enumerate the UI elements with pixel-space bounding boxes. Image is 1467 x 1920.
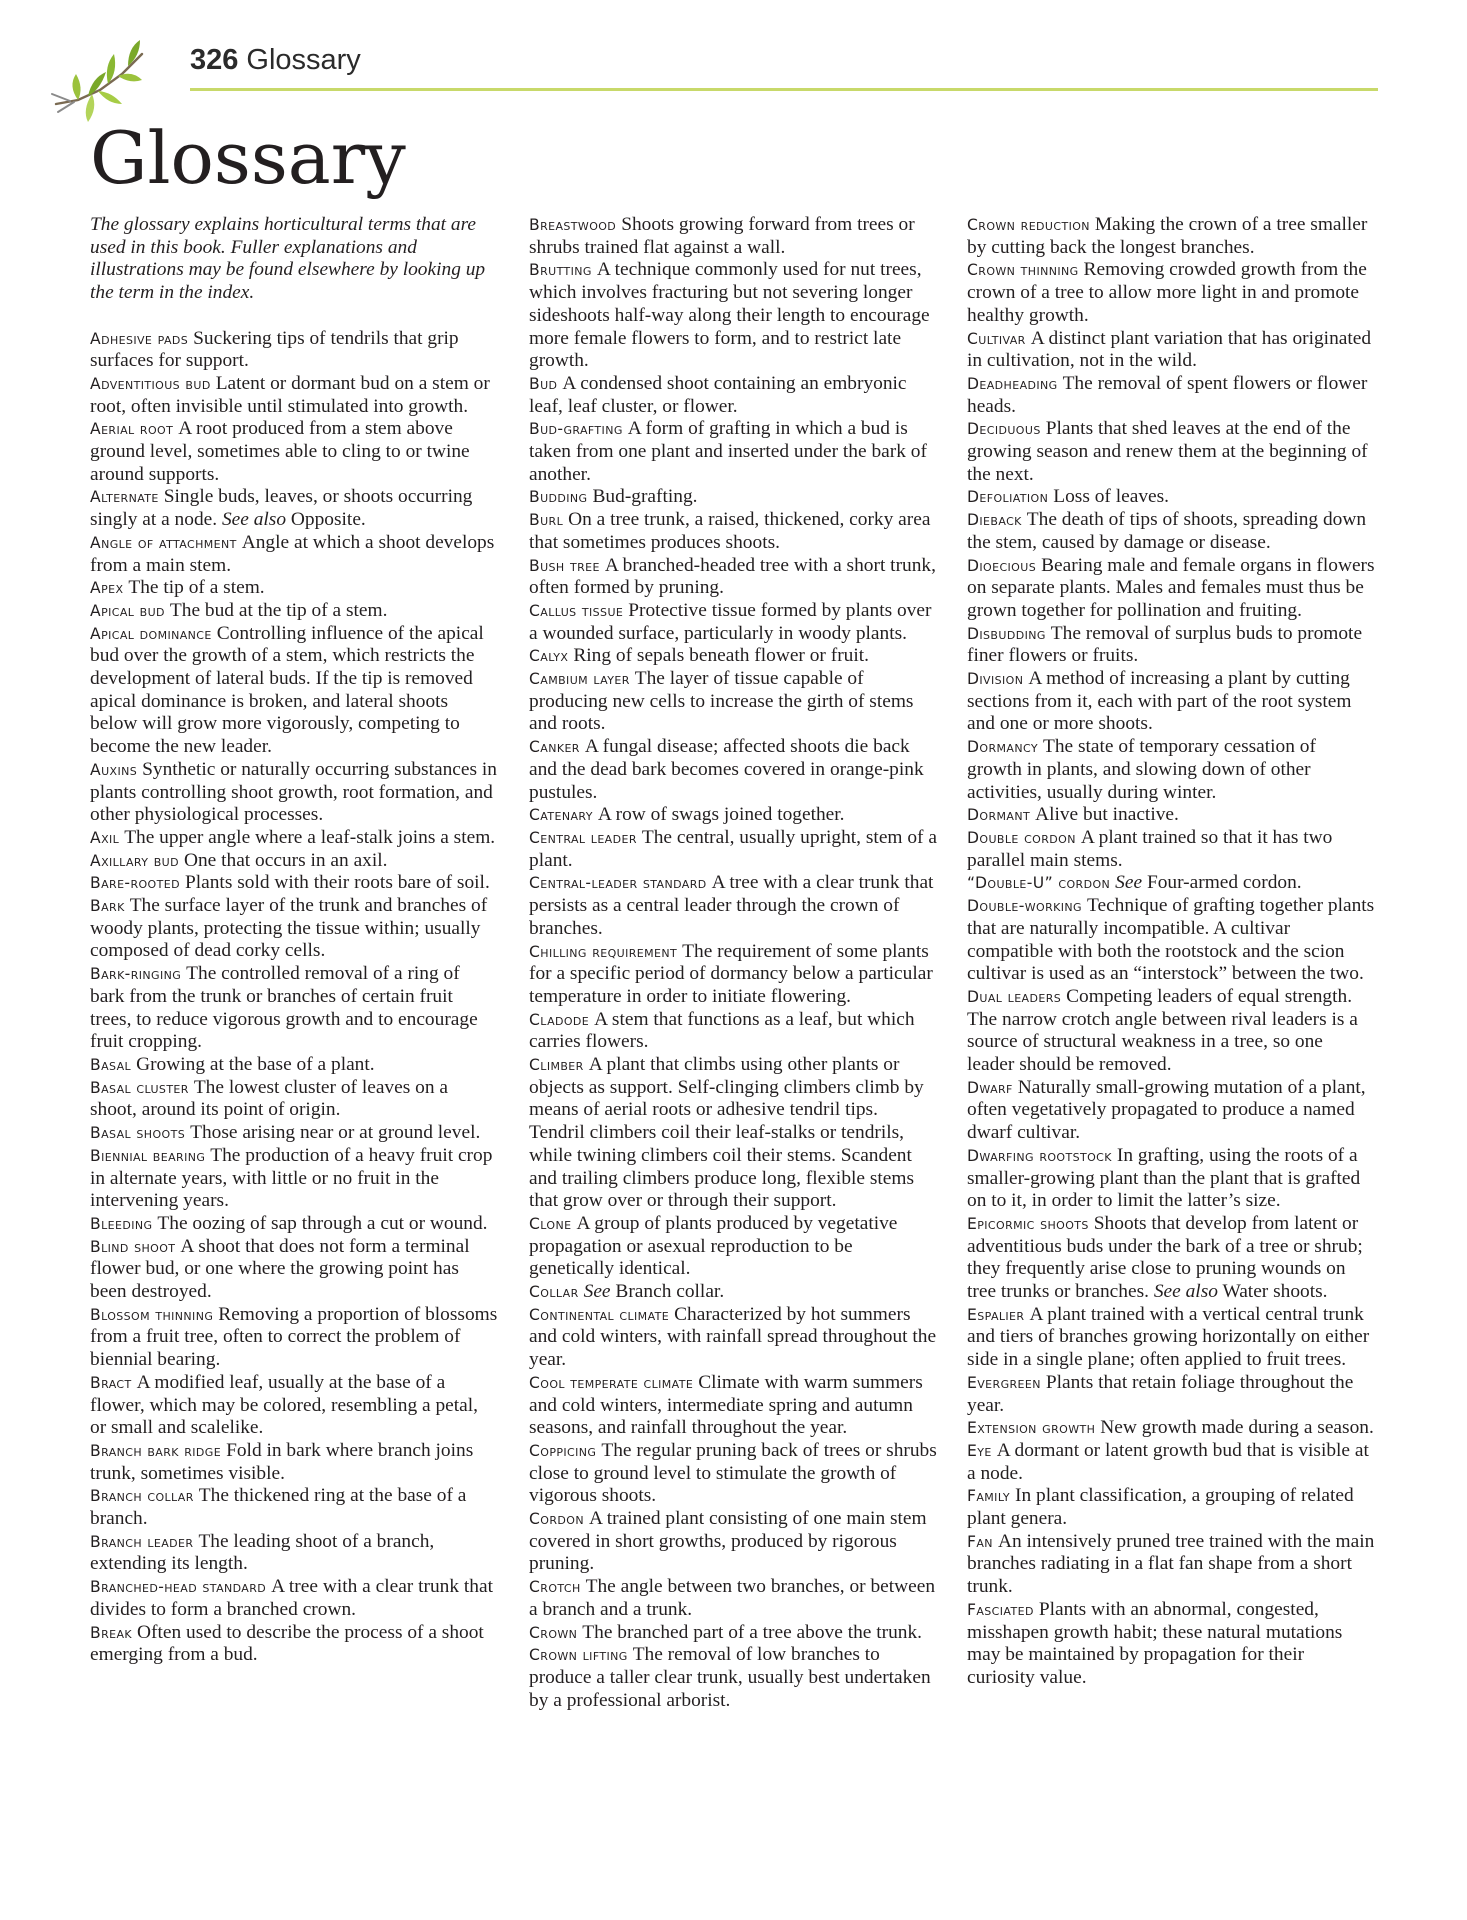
glossary-entry bbox=[90, 1236, 498, 1304]
glossary-entry bbox=[529, 1213, 937, 1281]
glossary-definition: A form of grafting in which a bud is taken from one plant and inserted under the bark of another. bbox=[529, 418, 927, 485]
glossary-entry bbox=[967, 555, 1375, 623]
glossary-entry bbox=[90, 850, 498, 873]
glossary-entry bbox=[529, 1644, 937, 1712]
glossary-definition: Removing crowded growth from the crown of a tree to allow more light in and promote healthy growth. bbox=[967, 259, 1367, 326]
glossary-entry bbox=[529, 941, 937, 1009]
glossary-term: Extension growth bbox=[967, 1419, 1096, 1438]
glossary-definition: The central, usually upright, stem of a plant. bbox=[529, 826, 937, 871]
glossary-entry bbox=[967, 827, 1375, 872]
glossary-definition: A technique commonly used for nut trees, which involves fracturing but not severing longer sideshoots half-way along their length to encourage more female flowers to form, and to restrict late growth. bbox=[529, 259, 930, 372]
glossary-term: Cordon bbox=[529, 1510, 584, 1529]
glossary-term: Dieback bbox=[967, 511, 1022, 530]
glossary-term: Crown lifting bbox=[529, 1646, 628, 1665]
glossary-definition: The requirement of some plants for a specific period of dormancy below a particular temperature in order to initiate flowering. bbox=[529, 940, 933, 1007]
glossary-entry bbox=[529, 1304, 937, 1372]
glossary-definition: The branched part of a tree above the trunk. bbox=[582, 1621, 923, 1643]
glossary-definition: A plant that climbs using other plants or objects as support. Self-clinging climbers climb by means of aerial roots or adhesive tendril tips. Tendril climbers coil their leaf-stalks or tendrils, while twining climbers coil their stems. Scandent and trailing climbers produce long, flexible stems that grow over or through their support. bbox=[529, 1054, 924, 1212]
glossary-entry bbox=[967, 1077, 1375, 1145]
glossary-term: Family bbox=[967, 1487, 1011, 1506]
glossary-term: Bark-ringing bbox=[90, 965, 182, 984]
glossary-entry bbox=[90, 1622, 498, 1667]
glossary-entry bbox=[967, 1372, 1375, 1417]
glossary-definition: A root produced from a stem above ground level, sometimes able to cling to or twine around supports. bbox=[90, 418, 470, 485]
glossary-definition: Protective tissue formed by plants over a wounded surface, particularly in woody plants. bbox=[529, 599, 932, 644]
glossary-definition: The leading shoot of a branch, extending its length. bbox=[90, 1530, 435, 1575]
glossary-definition: Latent or dormant bud on a stem or root, often invisible until stimulated into growth. bbox=[90, 372, 490, 417]
glossary-definition: Single buds, leaves, or shoots occurring singly at a node. bbox=[90, 486, 473, 531]
glossary-definition: An intensively pruned tree trained with the main branches radiating in a flat fan shape from a short trunk. bbox=[967, 1530, 1375, 1598]
glossary-definition: Loss of leaves. bbox=[1053, 486, 1170, 508]
glossary-definition: The layer of tissue capable of producing new cells to increase the girth of stems and roots. bbox=[529, 668, 914, 735]
glossary-definition: The production of a heavy fruit crop in alternate years, with little or no fruit in the intervening years. bbox=[90, 1144, 493, 1212]
glossary-term: Bract bbox=[90, 1373, 132, 1392]
glossary-definition: Shoots that develop from latent or adventitious buds under the bark of a tree or shrub; they frequently arise close to pruning wounds on tree trunks or branches. bbox=[967, 1212, 1363, 1303]
glossary-definition: A stem that functions as a leaf, but which carries flowers. bbox=[529, 1008, 915, 1053]
glossary-term: Blossom thinning bbox=[90, 1305, 214, 1324]
glossary-entry bbox=[90, 1304, 498, 1372]
glossary-entry bbox=[90, 1054, 498, 1077]
glossary-entry bbox=[967, 623, 1375, 668]
cross-reference-label: See also bbox=[221, 509, 287, 531]
glossary-term: Fan bbox=[967, 1532, 993, 1551]
glossary-entry bbox=[90, 577, 498, 600]
glossary-definition: The removal of spent flowers or flower heads. bbox=[967, 372, 1368, 417]
glossary-entry bbox=[90, 759, 498, 827]
glossary-entry bbox=[90, 1122, 498, 1145]
glossary-definition: The bud at the tip of a stem. bbox=[169, 599, 388, 621]
glossary-term: Brutting bbox=[529, 261, 592, 280]
glossary-term: Dormant bbox=[967, 806, 1031, 825]
glossary-entry bbox=[967, 1213, 1375, 1304]
glossary-column-3 bbox=[967, 214, 1375, 1690]
glossary-term: Aerial root bbox=[90, 420, 174, 439]
glossary-entry bbox=[967, 986, 1375, 1077]
glossary-entry bbox=[90, 418, 498, 486]
glossary-entry bbox=[90, 486, 498, 531]
cross-reference-label: See bbox=[583, 1281, 611, 1303]
glossary-term: Calyx bbox=[529, 647, 569, 666]
glossary-definition: The removal of low branches to produce a taller clear trunk, usually best undertaken by a professional arborist. bbox=[529, 1644, 931, 1711]
glossary-term: Chilling requirement bbox=[529, 942, 678, 961]
glossary-definition: Ring of sepals beneath flower or fruit. bbox=[573, 645, 869, 667]
glossary-definition: Plants with an abnormal, congested, misshapen growth habit; these natural mutations may be maintained by propagation for their curiosity value. bbox=[967, 1598, 1343, 1688]
glossary-definition: Bearing male and female organs in flowers on separate plants. Males and females must thus be grown together for pollination and fruiting. bbox=[967, 554, 1375, 621]
glossary-definition: The state of temporary cessation of growth in plants, and slowing down of other activities, usually during winter. bbox=[967, 736, 1316, 803]
glossary-term: Apical dominance bbox=[90, 624, 212, 643]
glossary-term: Double-working bbox=[967, 897, 1082, 916]
glossary-entry bbox=[967, 1531, 1375, 1599]
glossary-entry bbox=[90, 895, 498, 963]
glossary-entry bbox=[90, 373, 498, 418]
glossary-term: “Double-U” cordon bbox=[967, 874, 1111, 893]
cross-reference-term: Branch collar. bbox=[615, 1281, 725, 1303]
glossary-entry bbox=[90, 1077, 498, 1122]
glossary-entry bbox=[90, 1213, 498, 1236]
glossary-entry bbox=[967, 1485, 1375, 1530]
glossary-term: Basal cluster bbox=[90, 1078, 189, 1097]
glossary-definition: Technique of grafting together plants that are naturally incompatible. A cultivar compatible with both the rootstock and the scion cultivar is used as an “interstock” between the two. bbox=[967, 895, 1375, 985]
glossary-entry bbox=[967, 804, 1375, 827]
cross-reference-label: See also bbox=[1153, 1281, 1218, 1303]
glossary-entry bbox=[529, 645, 937, 668]
glossary-term: Epicormic shoots bbox=[967, 1214, 1089, 1233]
glossary-term: Dual leaders bbox=[967, 987, 1062, 1006]
glossary-entry bbox=[90, 1440, 498, 1485]
glossary-definition: Plants that retain foliage throughout the year. bbox=[967, 1371, 1354, 1416]
glossary-entry bbox=[90, 600, 498, 623]
glossary-term: Budding bbox=[529, 488, 588, 507]
glossary-entry bbox=[529, 418, 937, 486]
glossary-definition: A method of increasing a plant by cutting sections from it, each with part of the root system and one or more shoots. bbox=[967, 668, 1352, 735]
glossary-definition: The lowest cluster of leaves on a shoot, around its point of origin. bbox=[90, 1076, 448, 1121]
glossary-definition: The thickened ring at the base of a branch. bbox=[90, 1485, 467, 1530]
glossary-term: Dormancy bbox=[967, 738, 1038, 757]
glossary-definition: The angle between two branches, or between a branch and a trunk. bbox=[529, 1576, 936, 1620]
glossary-term: Central leader bbox=[529, 828, 637, 847]
glossary-term: Blind shoot bbox=[90, 1237, 176, 1256]
glossary-definition: A modified leaf, usually at the base of a flower, which may be colored, resembling a petal, or small and scalelike. bbox=[90, 1371, 478, 1439]
glossary-entry bbox=[90, 1531, 498, 1576]
glossary-definition: Removing a proportion of blossoms from a fruit tree, often to correct the problem of biennial bearing. bbox=[90, 1303, 498, 1371]
glossary-term: Branched-head standard bbox=[90, 1578, 267, 1597]
glossary-term: Dioecious bbox=[967, 556, 1037, 575]
glossary-definition: The surface layer of the trunk and branches of woody plants, protecting the tissue within; usually composed of dead corky cells. bbox=[90, 895, 488, 962]
glossary-term: Axillary bud bbox=[90, 851, 179, 870]
glossary-term: Branch collar bbox=[90, 1487, 194, 1506]
glossary-term: Bark bbox=[90, 897, 125, 916]
glossary-entry bbox=[967, 418, 1375, 486]
cross-reference-term: Four-armed cordon. bbox=[1146, 872, 1302, 894]
glossary-entry bbox=[529, 1009, 937, 1054]
glossary-definition: In plant classification, a grouping of related plant genera. bbox=[967, 1485, 1354, 1530]
leafy-branch-icon bbox=[48, 34, 148, 124]
glossary-term: Clone bbox=[529, 1214, 572, 1233]
cross-reference-term: Opposite. bbox=[290, 509, 366, 531]
glossary-entry bbox=[90, 623, 498, 759]
glossary-entry bbox=[967, 1440, 1375, 1485]
glossary-definition: A condensed shoot containing an embryonic leaf, leaf cluster, or flower. bbox=[529, 372, 907, 417]
glossary-term: Eye bbox=[967, 1441, 992, 1460]
glossary-term: Bud-grafting bbox=[529, 420, 623, 439]
glossary-definition: New growth made during a season. bbox=[1100, 1417, 1374, 1439]
glossary-term: Adhesive pads bbox=[90, 329, 189, 348]
cross-reference-label: See bbox=[1115, 872, 1143, 894]
glossary-entry bbox=[529, 1576, 937, 1621]
glossary-definition: Synthetic or naturally occurring substances in plants controlling shoot growth, root formation, and other physiological processes. bbox=[90, 758, 497, 826]
glossary-definition: Fold in bark where branch joins trunk, sometimes visible. bbox=[90, 1439, 474, 1484]
glossary-entry bbox=[529, 1372, 937, 1440]
glossary-definition: Making the crown of a tree smaller by cutting back the longest branches. bbox=[967, 214, 1368, 258]
glossary-entry bbox=[529, 600, 937, 645]
glossary-entry bbox=[967, 668, 1375, 736]
glossary-column-2 bbox=[529, 214, 937, 1712]
glossary-entry bbox=[529, 259, 937, 373]
glossary-entry bbox=[967, 259, 1375, 327]
glossary-term: Coppicing bbox=[529, 1441, 597, 1460]
glossary-entry bbox=[967, 486, 1375, 509]
glossary-entry bbox=[967, 328, 1375, 373]
glossary-entry bbox=[90, 1485, 498, 1530]
glossary-entry bbox=[967, 373, 1375, 418]
glossary-definition: Climate with warm summers and cold winters, intermediate spring and autumn seasons, and rainfall throughout the year. bbox=[529, 1371, 923, 1439]
glossary-term: Cultivar bbox=[967, 329, 1026, 348]
glossary-definition: Those arising near or at ground level. bbox=[190, 1122, 481, 1144]
glossary-definition: Naturally small-growing mutation of a plant, often vegetatively propagated to produce a named dwarf cultivar. bbox=[967, 1076, 1366, 1144]
glossary-entry bbox=[529, 486, 937, 509]
glossary-entry bbox=[529, 827, 937, 872]
glossary-term: Central-leader standard bbox=[529, 874, 707, 893]
glossary-entry bbox=[967, 1304, 1375, 1372]
glossary-term: Auxins bbox=[90, 760, 138, 779]
header-rule bbox=[190, 88, 1378, 91]
glossary-term: Branch leader bbox=[90, 1532, 194, 1551]
glossary-term: Disbudding bbox=[967, 624, 1046, 643]
glossary-entry bbox=[90, 1372, 498, 1440]
glossary-entry bbox=[529, 509, 937, 554]
glossary-term: Breastwood bbox=[529, 216, 617, 234]
glossary-definition: A shoot that does not form a terminal flower bud, or one where the growing point has been destroyed. bbox=[90, 1235, 470, 1303]
glossary-definition: Growing at the base of a plant. bbox=[136, 1054, 375, 1075]
glossary-term: Callus tissue bbox=[529, 601, 624, 620]
glossary-term: Bleeding bbox=[90, 1214, 153, 1233]
glossary-entry bbox=[529, 1440, 937, 1508]
glossary-term: Dwarfing rootstock bbox=[967, 1146, 1112, 1165]
glossary-definition: On a tree trunk, a raised, thickened, corky area that sometimes produces shoots. bbox=[529, 509, 931, 553]
glossary-term: Deadheading bbox=[967, 374, 1058, 393]
glossary-term: Alternate bbox=[90, 488, 159, 507]
glossary-definition: Angle at which a shoot develops from a main stem. bbox=[90, 531, 495, 576]
glossary-definition: A fungal disease; affected shoots die back and the dead bark becomes covered in orange-pink pustules. bbox=[529, 736, 924, 803]
glossary-definition: The death of tips of shoots, spreading down the stem, caused by damage or disease. bbox=[967, 509, 1367, 553]
glossary-definition: The removal of surplus buds to promote finer flowers or fruits. bbox=[967, 622, 1363, 667]
glossary-definition: A plant trained with a vertical central trunk and tiers of branches growing horizontally on either side in a single plane; often applied to fruit trees. bbox=[967, 1303, 1370, 1371]
glossary-entry bbox=[90, 827, 498, 850]
glossary-term: Dwarf bbox=[967, 1078, 1013, 1097]
glossary-definition: Characterized by hot summers and cold winters, with rainfall spread throughout the year. bbox=[529, 1303, 937, 1371]
glossary-term: Espalier bbox=[967, 1305, 1025, 1324]
glossary-entry bbox=[90, 532, 498, 577]
glossary-entry bbox=[529, 1622, 937, 1645]
glossary-term: Angle of attachment bbox=[90, 533, 237, 552]
glossary-entry bbox=[529, 1508, 937, 1576]
glossary-term: Evergreen bbox=[967, 1373, 1041, 1392]
glossary-definition: Bud-grafting. bbox=[592, 486, 698, 508]
glossary-definition: Plants sold with their roots bare of soil. bbox=[184, 872, 490, 894]
glossary-entry bbox=[967, 214, 1375, 259]
page-title: Glossary bbox=[90, 116, 406, 200]
glossary-term: Collar bbox=[529, 1283, 579, 1302]
glossary-definition: In grafting, using the roots of a smaller-growing plant than the plant that is grafted on to it, in order to limit the latter’s size. bbox=[967, 1144, 1361, 1212]
glossary-term: Apex bbox=[90, 579, 124, 598]
glossary-definition: Competing leaders of equal strength. The narrow crotch angle between rival leaders is a source of structural weakness in a tree, so one leader should be removed. bbox=[967, 985, 1358, 1076]
glossary-term: Defoliation bbox=[967, 488, 1049, 507]
glossary-definition: Alive but inactive. bbox=[1035, 804, 1179, 826]
glossary-term: Crotch bbox=[529, 1578, 581, 1597]
glossary-definition: A row of swags joined together. bbox=[597, 804, 845, 826]
glossary-definition: Suckering tips of tendrils that grip surfaces for support. bbox=[90, 327, 459, 372]
glossary-term: Continental climate bbox=[529, 1305, 670, 1324]
glossary-definition: A group of plants produced by vegetative propagation or asexual reproduction to be genetically identical. bbox=[529, 1212, 898, 1280]
intro-text: The glossary explains horticultural terms that are used in this book. Fuller explanations and illustrations may be found elsewhere by looking up the term in the index. bbox=[90, 214, 486, 304]
glossary-entry bbox=[529, 1281, 937, 1304]
glossary-entry bbox=[967, 872, 1375, 895]
glossary-term: Crown reduction bbox=[967, 216, 1090, 234]
glossary-entry bbox=[529, 1054, 937, 1213]
glossary-term: Double cordon bbox=[967, 828, 1076, 847]
glossary-definition: Often used to describe the process of a shoot emerging from a bud. bbox=[90, 1621, 484, 1666]
glossary-term: Cool temperate climate bbox=[529, 1373, 694, 1392]
glossary-entry bbox=[90, 963, 498, 1054]
glossary-term: Deciduous bbox=[967, 420, 1041, 439]
glossary-term: Bush tree bbox=[529, 556, 600, 575]
section-name: Glossary bbox=[246, 44, 361, 76]
glossary-term: Break bbox=[90, 1623, 133, 1642]
glossary-entry bbox=[90, 1576, 498, 1621]
glossary-entry bbox=[967, 509, 1375, 554]
glossary-entry bbox=[529, 214, 937, 259]
glossary-term: Axil bbox=[90, 828, 120, 847]
glossary-term: Branch bark ridge bbox=[90, 1441, 222, 1460]
glossary-term: Cladode bbox=[529, 1010, 590, 1029]
cross-reference-term: Water shoots. bbox=[1222, 1281, 1328, 1303]
glossary-definition: A plant trained so that it has two parallel main stems. bbox=[967, 826, 1333, 871]
glossary-entry bbox=[529, 872, 937, 940]
glossary-entry bbox=[967, 1599, 1375, 1690]
glossary-term: Burl bbox=[529, 511, 564, 530]
glossary-entry bbox=[967, 1145, 1375, 1213]
glossary-definition: The oozing of sap through a cut or wound. bbox=[157, 1212, 488, 1234]
glossary-entry bbox=[529, 736, 937, 804]
glossary-entry bbox=[529, 373, 937, 418]
glossary-definition: One that occurs in an axil. bbox=[183, 849, 388, 871]
glossary-definition: Shoots growing forward from trees or shrubs trained flat against a wall. bbox=[529, 214, 915, 258]
glossary-entry bbox=[529, 804, 937, 827]
glossary-definition: The regular pruning back of trees or shrubs close to ground level to stimulate the growth of vigorous shoots. bbox=[529, 1439, 937, 1507]
page-number: 326 bbox=[190, 44, 239, 76]
glossary-term: Bare-rooted bbox=[90, 874, 180, 893]
glossary-term: Biennial bearing bbox=[90, 1146, 206, 1165]
glossary-term: Bud bbox=[529, 374, 558, 393]
glossary-definition: Controlling influence of the apical bud over the growth of a stem, which restricts the development of lateral buds. If the tip is removed apical dominance is broken, and lateral shoots below will grow more vigorously, competing to become the new leader. bbox=[90, 622, 484, 758]
glossary-term: Adventitious bud bbox=[90, 374, 211, 393]
glossary-definition: A tree with a clear trunk that persists as a central leader through the crown of branches. bbox=[529, 872, 934, 939]
glossary-term: Basal shoots bbox=[90, 1124, 186, 1143]
glossary-definition: A dormant or latent growth bud that is visible at a node. bbox=[967, 1439, 1369, 1484]
glossary-term: Basal bbox=[90, 1056, 132, 1074]
glossary-definition: A trained plant consisting of one main stem covered in short growths, produced by rigorous pruning. bbox=[529, 1508, 927, 1575]
glossary-term: Canker bbox=[529, 738, 580, 757]
running-head bbox=[190, 44, 361, 77]
glossary-definition: The upper angle where a leaf-stalk joins a stem. bbox=[124, 826, 496, 848]
glossary-entry bbox=[967, 895, 1375, 986]
glossary-term: Crown thinning bbox=[967, 261, 1079, 280]
glossary-column-1 bbox=[90, 214, 498, 1667]
glossary-entry bbox=[529, 668, 937, 736]
glossary-definition: Plants that shed leaves at the end of the growing season and renew them at the beginning of the next. bbox=[967, 418, 1368, 485]
glossary-term: Catenary bbox=[529, 806, 593, 825]
glossary-definition: The controlled removal of a ring of bark from the trunk or branches of certain fruit trees, to reduce vigorous growth and to encourage fruit cropping. bbox=[90, 963, 478, 1053]
glossary-term: Division bbox=[967, 670, 1024, 689]
glossary-definition: A branched-headed tree with a short trunk, often formed by pruning. bbox=[529, 554, 936, 599]
glossary-entry bbox=[529, 555, 937, 600]
glossary-definition: A tree with a clear trunk that divides to form a branched crown. bbox=[90, 1576, 493, 1620]
glossary-term: Fasciated bbox=[967, 1600, 1034, 1619]
glossary-entry bbox=[90, 1145, 498, 1213]
glossary-term: Cambium layer bbox=[529, 670, 630, 689]
glossary-entry bbox=[967, 736, 1375, 804]
glossary-entry bbox=[967, 1417, 1375, 1440]
glossary-entry bbox=[90, 872, 498, 895]
glossary-term: Climber bbox=[529, 1056, 584, 1075]
glossary-definition: The tip of a stem. bbox=[128, 577, 265, 599]
glossary-definition: A distinct plant variation that has originated in cultivation, not in the wild. bbox=[967, 327, 1372, 372]
glossary-term: Crown bbox=[529, 1623, 578, 1642]
glossary-term: Apical bud bbox=[90, 601, 165, 620]
glossary-entry bbox=[90, 328, 498, 373]
